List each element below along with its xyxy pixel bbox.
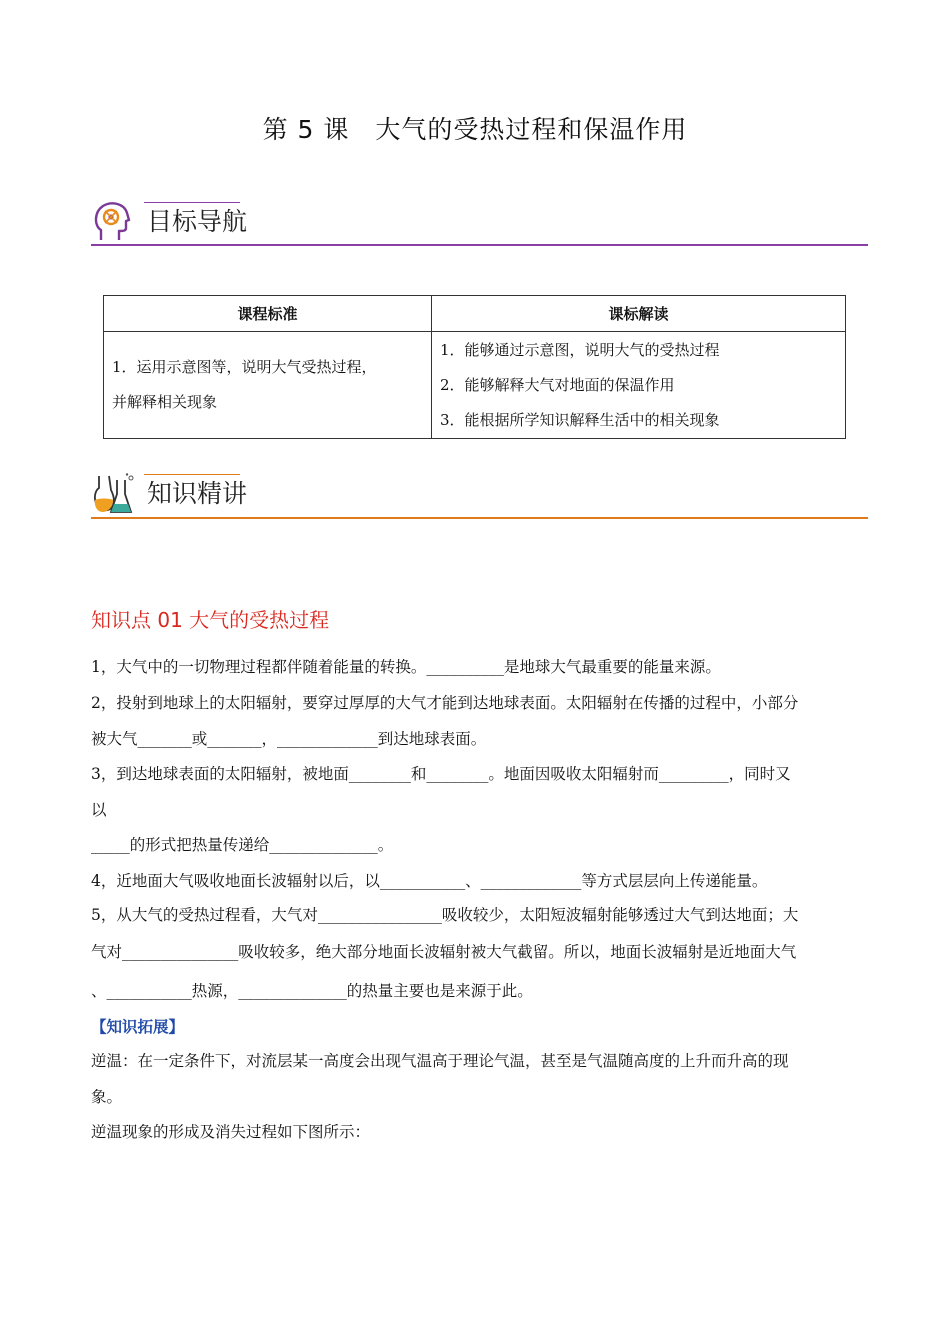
paragraph-5-cont: 气对_______________吸收较多，绝大部分地面长波辐射被大气截留。所以，地面长波辐射是近地面大气 [91, 943, 797, 961]
curriculum-table [103, 295, 846, 439]
section-rule [91, 244, 868, 246]
extension-text-cont: 象。 [91, 1088, 123, 1106]
brain-gear-icon [91, 200, 135, 244]
paragraph-2-cont: 被大气_______或_______，_____________到达地球表面。 [91, 730, 487, 748]
paragraph-2: 2，投射到地球上的太阳辐射，要穿过厚厚的大气才能到达地球表面。太阳辐射在传播的过程中，小部分 [91, 694, 799, 712]
extension-label: 【知识拓展】 [91, 1017, 185, 1036]
extension-text: 逆温：在一定条件下，对流层某一高度会出现气温高于理论气温，甚至是气温随高度的上升而升高的现 [91, 1052, 789, 1070]
paragraph-1: 1，大气中的一切物理过程都伴随着能量的转换。__________是地球大气最重要的能量来源。 [91, 658, 721, 676]
extension-figure-intro: 逆温现象的形成及消失过程如下图所示： [91, 1123, 371, 1141]
section-title-goals: 目标导航 [147, 207, 248, 236]
standard-cell [104, 332, 432, 439]
interpretation-cell [432, 332, 846, 439]
table-header-interpretation: 课标解读 [432, 296, 846, 332]
paragraph-5-cont: 、___________热源，______________的热量主要也是来源于此。 [91, 982, 533, 1000]
knowledge-point-heading: 知识点 01 大气的受热过程 [91, 608, 330, 632]
paragraph-3-cont: _____的形式把热量传递给______________。 [91, 836, 394, 854]
section-title-knowledge: 知识精讲 [147, 479, 248, 508]
page-title: 第 5 课 大气的受热过程和保温作用 [262, 115, 688, 144]
table-header-standard: 课程标准 [104, 296, 432, 332]
paragraph-4: 4，近地面大气吸收地面长波辐射以后，以___________、_____________等方式层层向上传递能量。 [91, 872, 768, 890]
paragraph-3: 3，到达地球表面的太阳辐射，被地面________和________。地面因吸收太阳辐射而_________，同时又 [91, 765, 791, 783]
standard-line: 1．运用示意图等，说明大气受热过程， [112, 358, 377, 376]
section-rule [91, 517, 868, 519]
section-header-knowledge [91, 472, 868, 530]
standard-line: 并解释相关现象 [112, 393, 218, 411]
lab-flask-icon [91, 472, 137, 518]
interpretation-item: 2．能够解释大气对地面的保温作用 [440, 375, 675, 394]
interpretation-item: 1．能够通过示意图，说明大气的受热过程 [440, 340, 720, 359]
paragraph-3-cont: 以 [91, 801, 107, 819]
paragraph-5: 5，从大气的受热过程看，大气对________________吸收较少，太阳短波辐射能够透过大气到达地面；大 [91, 906, 799, 924]
interpretation-item: 3．能根据所学知识解释生活中的相关现象 [440, 410, 720, 429]
section-header-goals [91, 200, 868, 258]
